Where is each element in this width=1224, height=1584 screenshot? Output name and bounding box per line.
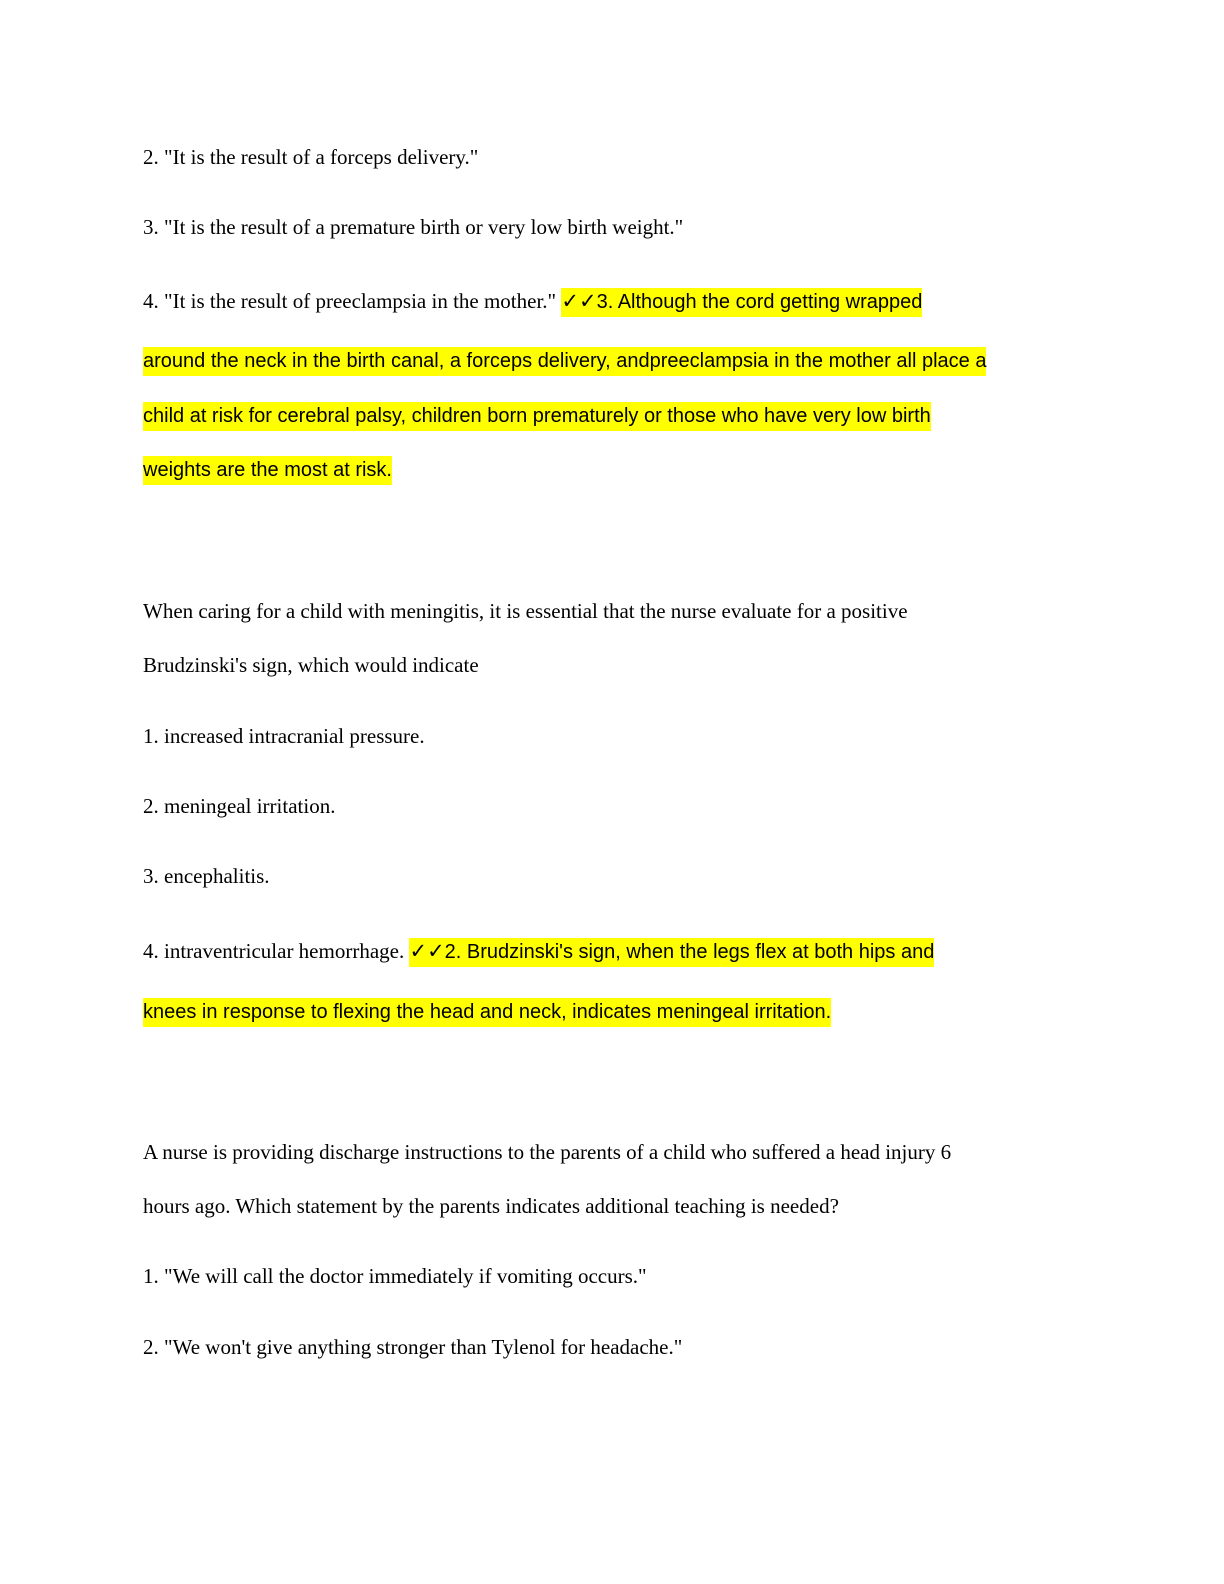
q1-answer-highlight (561, 288, 922, 317)
q2-option-4: 4. intraventricular hemorrhage. (143, 939, 410, 963)
q1-answer-line-4: weights are the most at risk. (143, 456, 392, 485)
q1-answer-line-4-row (143, 455, 392, 484)
q1-option-4-line (143, 287, 922, 316)
q2-option-4-line (143, 937, 934, 966)
q2-answer-line-2: knees in response to flexing the head and neck, indicates meningeal irritation. (143, 998, 831, 1027)
double-check-icon: ✓✓ (561, 289, 597, 313)
q3-option-2: 2. "We won't give anything stronger than Tylenol for headache." (143, 1335, 683, 1359)
q2-option-2: 2. meningeal irritation. (143, 794, 336, 818)
q2-option-1: 1. increased intracranial pressure. (143, 724, 425, 748)
q1-option-3: 3. "It is the result of a premature birth or very low birth weight." (143, 215, 684, 239)
q1-answer-line-2-row (143, 346, 986, 375)
q3-question-line-2: hours ago. Which statement by the parents indicates additional teaching is needed? (143, 1194, 839, 1218)
double-check-icon: ✓✓ (409, 939, 445, 963)
q2-option-3: 3. encephalitis. (143, 864, 270, 888)
q2-answer-line-1: 2. Brudzinski's sign, when the legs flex at both hips and (444, 941, 935, 963)
q1-option-2: 2. "It is the result of a forceps delivery." (143, 145, 479, 169)
q1-option-4: 4. "It is the result of preeclampsia in the mother." (143, 289, 562, 313)
q2-answer-line-2-row (143, 997, 831, 1026)
q1-answer-line-2: around the neck in the birth canal, a forceps delivery, andpreeclampsia in the mother all place a (143, 347, 986, 376)
q2-question-line-2: Brudzinski's sign, which would indicate (143, 653, 479, 677)
q2-answer-highlight (409, 938, 934, 967)
q1-answer-line-3: child at risk for cerebral palsy, children born prematurely or those who have very low birth (143, 402, 931, 431)
q2-question-line-1: When caring for a child with meningitis, it is essential that the nurse evaluate for a positive (143, 599, 908, 623)
q3-question-line-1: A nurse is providing discharge instructions to the parents of a child who suffered a head injury 6 (143, 1140, 952, 1164)
q3-option-1: 1. "We will call the doctor immediately if vomiting occurs." (143, 1264, 647, 1288)
q1-answer-line-3-row (143, 401, 931, 430)
q1-answer-line-1: 3. Although the cord getting wrapped (596, 291, 923, 313)
